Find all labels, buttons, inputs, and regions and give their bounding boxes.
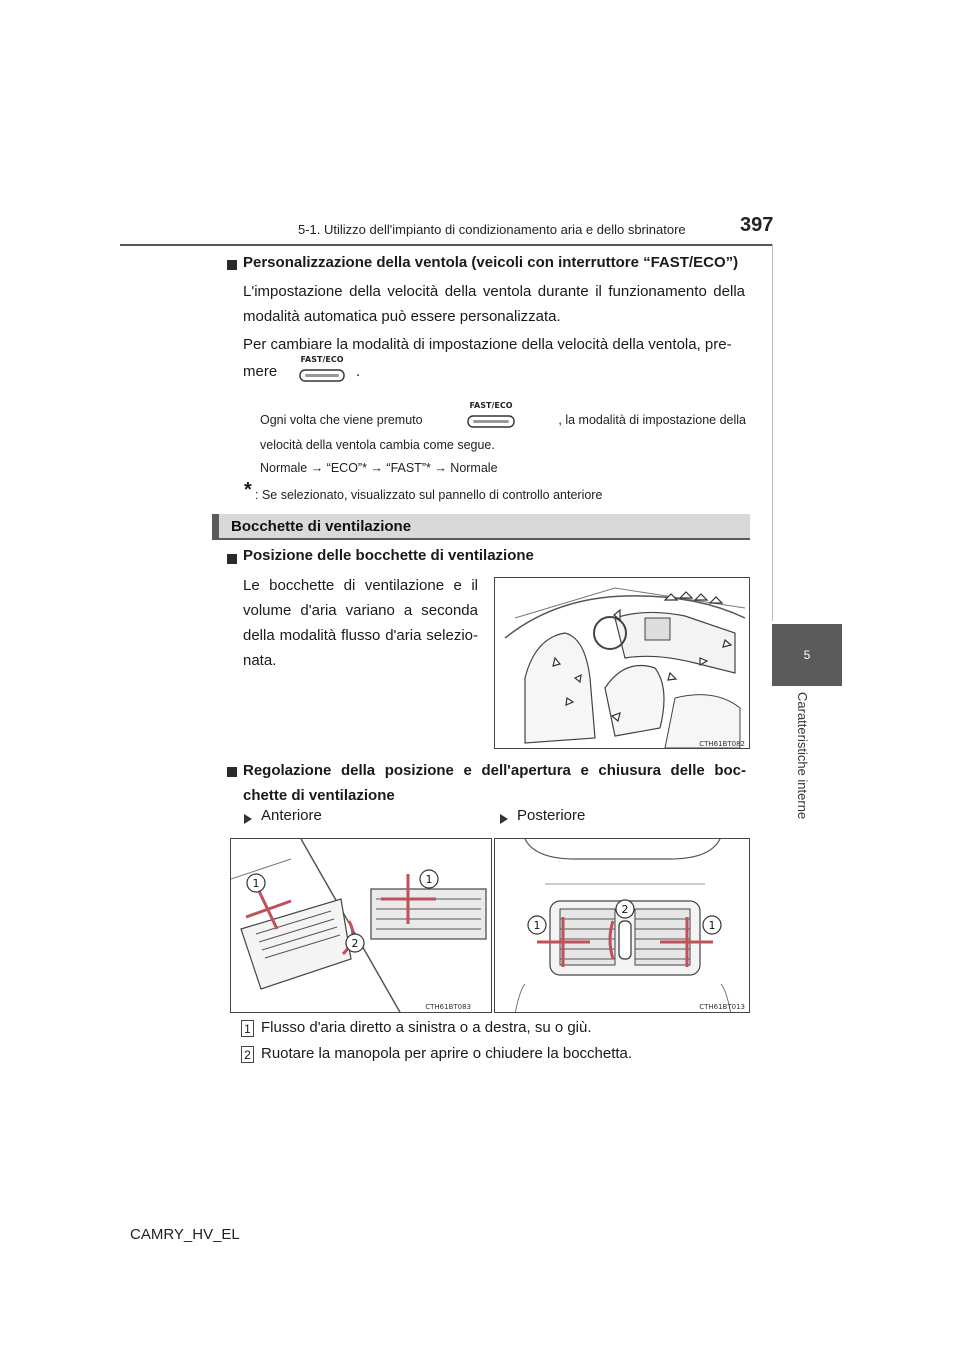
page-number: 397 xyxy=(740,214,774,236)
fast-eco-label-2: FAST/ECO xyxy=(469,401,513,410)
footnote-mark: * xyxy=(244,479,252,501)
footer-model: CAMRY_HV_EL xyxy=(130,1226,240,1243)
front-vent-image xyxy=(230,838,492,1013)
interior-image-caption: CTH61BT082 xyxy=(699,740,745,748)
rear-vent-image xyxy=(494,838,750,1013)
footnote-text: : Se selezionato, visualizzato sul pannello di controllo anteriore xyxy=(255,488,603,502)
fast-eco-button-icon xyxy=(296,353,348,387)
section1-heading: Personalizzazione della ventola (veicoli con interruttore “FAST/ECO”) xyxy=(243,254,739,271)
item-1-number: 1 xyxy=(241,1020,254,1037)
front-label: Anteriore xyxy=(261,807,322,824)
sequence-line: Normale → “ECO”* → “FAST”* → Normale xyxy=(260,461,498,475)
section3-heading: Regolazione della posizione e dell'apertura e chiusura delle boc-chette di ventilazione xyxy=(243,762,746,804)
section1-para2-cont: mere xyxy=(243,363,278,380)
section1-para1: L'impostazione della velocità della ventola durante il funzionamento della modalità automatica può essere personalizzata. xyxy=(243,283,745,325)
side-tab-area xyxy=(772,244,843,621)
section1-para2-end: . xyxy=(356,363,361,380)
section-bar xyxy=(212,514,750,540)
rear-label: Posteriore xyxy=(517,807,586,824)
interior-vents-image xyxy=(494,577,750,749)
section1-para2: Per cambiare la modalità di impostazione della velocità della ventola, pre- xyxy=(243,336,732,353)
header-title: 5-1. Utilizzo dell'impianto di condizionamento aria e dello sbrinatore xyxy=(298,222,686,237)
item-2-number: 2 xyxy=(241,1046,254,1063)
front-num-2: 2 xyxy=(351,937,359,950)
front-image-caption: CTH61BT083 xyxy=(425,1003,471,1011)
item-1-text: Flusso d'aria diretto a sinistra o a destra, su o giù. xyxy=(261,1019,592,1036)
note-line-c: velocità della ventola cambia come segue. xyxy=(260,438,495,452)
fast-eco-label: FAST/ECO xyxy=(300,355,344,364)
bullet-square-3 xyxy=(227,764,237,782)
front-num-1a: 1 xyxy=(252,877,260,890)
rear-num-1a: 1 xyxy=(533,919,541,932)
rear-num-2: 2 xyxy=(621,903,629,916)
rear-num-1b: 1 xyxy=(708,919,716,932)
note-line-b: , la modalità di impostazione della xyxy=(558,413,746,427)
chapter-chip: 5 xyxy=(772,624,842,686)
chapter-label xyxy=(795,692,815,824)
chapter-label-text: Caratteristiche interne xyxy=(795,692,810,820)
front-triangle-icon xyxy=(244,811,252,829)
rear-image-caption: CTH61BT013 xyxy=(699,1003,745,1011)
bullet-square xyxy=(227,257,237,275)
item-2-text: Ruotare la manopola per aprire o chiudere la bocchetta. xyxy=(261,1045,633,1062)
section2-text: Le bocchette di ventilazione e il volume d'aria variano a seconda della modalità flusso d'aria selezio-nata. xyxy=(243,577,478,669)
section2-heading: Posizione delle bocchette di ventilazione xyxy=(243,547,534,564)
section-bar-title: Bocchette di ventilazione xyxy=(231,518,412,535)
front-num-1b: 1 xyxy=(425,873,433,886)
note-line-a: Ogni volta che viene premuto xyxy=(260,413,423,427)
fast-eco-button-icon-2 xyxy=(463,399,519,433)
rear-triangle-icon xyxy=(500,811,508,829)
header-rule xyxy=(120,244,842,246)
bullet-square-2 xyxy=(227,551,237,569)
